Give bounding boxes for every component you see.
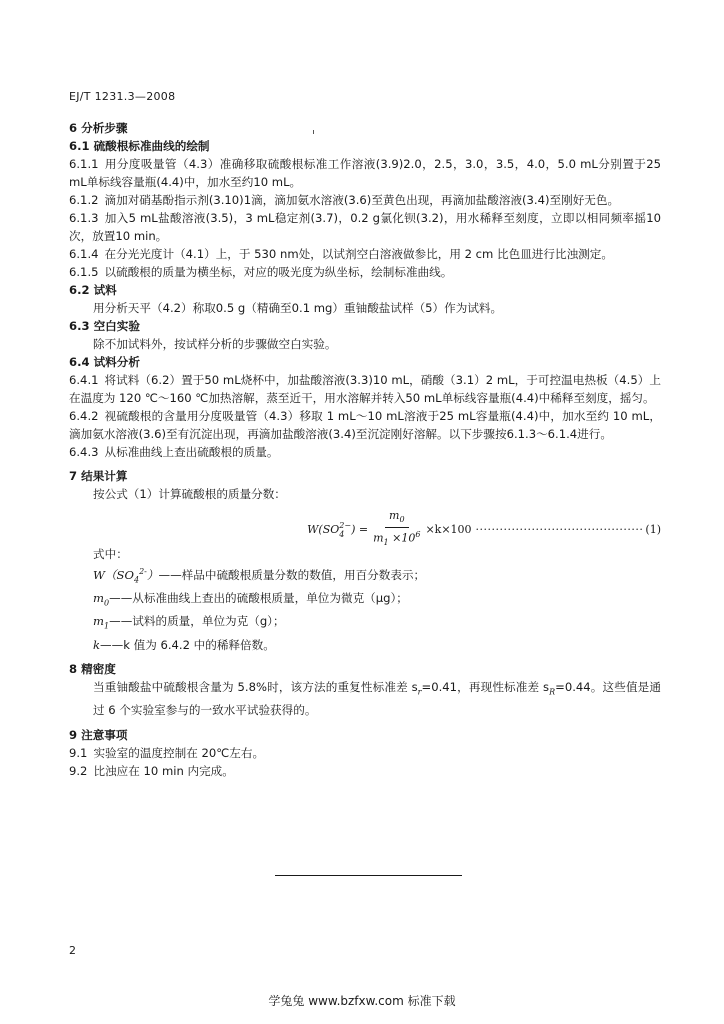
clause-text: 用分度吸量管（4.3）准确移取硫酸根标准工作溶液(3.9)2.0，2.5，3.0，3.5，4.0，5.0 mL分别置于25 mL单标线容量瓶(4.4)中，加水至约10 mL。 bbox=[69, 157, 661, 189]
clause-number: 9.2 bbox=[69, 764, 88, 779]
section-6-3-heading: 6.3 空白实验 bbox=[69, 319, 140, 333]
clause-number: 9.1 bbox=[69, 746, 88, 761]
paragraph-6-1-2 bbox=[69, 191, 661, 209]
clause-text: 视硫酸根的含量用分度吸量管（4.3）移取 1 mL～10 mL溶液于25 mL容量瓶(4.4)中，加水至约 10 mL，滴加氨水溶液(3.6)至有沉淀出现，再滴加盐酸溶液(3.4)至沉淀刚好溶解。以下步骤按6.1.3～6.1.4进行。 bbox=[69, 409, 661, 441]
definition-var: $m_0$ bbox=[93, 591, 110, 608]
definition-var: k bbox=[93, 637, 101, 652]
equation-number: (1) bbox=[645, 523, 661, 537]
definition-k bbox=[69, 636, 661, 654]
clause-text: 在分光光度计（4.1）上，于 530 nm处，以试剂空白溶液做参比，用 2 cm 比色皿进行比浊测定。 bbox=[104, 247, 613, 261]
clause-number: 6.1.2 bbox=[69, 193, 99, 207]
clause-text: 实验室的温度控制在 20℃左右。 bbox=[93, 746, 265, 761]
clause-text: 以硫酸根的质量为横坐标，对应的吸光度为纵坐标，绘制标准曲线。 bbox=[104, 265, 453, 279]
clause-number: 6.1.3 bbox=[69, 211, 99, 225]
clause-text: 比浊应在 10 min 内完成。 bbox=[93, 764, 234, 779]
formula-1 bbox=[69, 507, 661, 548]
paragraph-6-1-5 bbox=[69, 263, 661, 281]
clause-number: 6.1.5 bbox=[69, 265, 99, 279]
formula-multiplier: ×k×100 bbox=[425, 523, 472, 537]
fraction-numerator: $m_0$ bbox=[385, 509, 409, 528]
clause-text: 从标准曲线上查出硫酸根的质量。 bbox=[104, 445, 279, 459]
clause-number: 6.4.1 bbox=[69, 373, 99, 387]
paragraph-6-4-3 bbox=[69, 443, 661, 461]
formula-intro: 按公式（1）计算硫酸根的质量分数： bbox=[93, 487, 286, 501]
site-footer-watermark: 学兔兔 www.bzfxw.com 标准下载 bbox=[268, 994, 456, 1008]
section-6-heading: 6 分析步骤 bbox=[69, 121, 128, 135]
paragraph-9-1 bbox=[69, 744, 661, 762]
paragraph-6-2: 用分析天平（4.2）称取0.5 g（精确至0.1 mg）重铀酸盐试样（5）作为试料。 bbox=[93, 301, 503, 315]
definition-text: ——k 值为 6.4.2 中的稀释倍数。 bbox=[100, 637, 275, 652]
where-label: 式中： bbox=[93, 547, 128, 561]
definition-var: $m_1$ bbox=[93, 614, 110, 631]
definition-text: ——试料的质量，单位为克（g）； bbox=[109, 614, 285, 629]
clause-text: 加入5 mL盐酸溶液(3.5)，3 mL稳定剂(3.7)，0.2 g氯化钡(3.2)，用水稀释至刻度，立即以相同频率摇10次，放置10 min。 bbox=[69, 211, 661, 243]
clause-number: 6.1.1 bbox=[69, 157, 99, 171]
paragraph-6-4-1 bbox=[69, 371, 661, 407]
page-number: 2 bbox=[69, 944, 76, 957]
paragraph-6-3: 除不加试料外，按试样分析的步骤做空白实验。 bbox=[93, 337, 337, 351]
clause-number: 6.1.4 bbox=[69, 247, 99, 261]
definition-text: ——样品中硫酸根质量分数的数值，用百分数表示； bbox=[158, 567, 426, 582]
clause-text: 滴加对硝基酚指示剂(3.10)1滴，滴加氨水溶液(3.6)至黄色出现，再滴加盐酸溶液(3.4)至刚好无色。 bbox=[104, 193, 620, 207]
paragraph-6-1-3 bbox=[69, 209, 661, 245]
definition-m1 bbox=[69, 612, 661, 635]
end-rule bbox=[275, 875, 462, 876]
formula-fraction bbox=[371, 509, 422, 550]
formula-lhs: W(SO 2− 4 ) = bbox=[307, 520, 369, 539]
definition-w bbox=[69, 563, 661, 589]
section-8-heading: 8 精密度 bbox=[69, 661, 116, 676]
paragraph-9-2 bbox=[69, 762, 661, 780]
clause-text: 将试料（6.2）置于50 mL烧杯中，加盐酸溶液(3.3)10 mL，硝酸（3.1）2 mL，于可控温电热板（4.5）上在温度为 120 ℃～160 ℃加热溶解，蒸至近干，用水溶解并转入50 mL单标线容量瓶(4.4)中稀释至刻度，摇匀。 bbox=[69, 373, 661, 405]
formula-leader-dots: ·········································· bbox=[475, 523, 644, 537]
section-9-heading: 9 注意事项 bbox=[69, 728, 128, 743]
paragraph-6-4-2 bbox=[69, 407, 661, 443]
section-6-2-heading: 6.2 试料 bbox=[69, 283, 117, 297]
formula-expression bbox=[307, 509, 661, 550]
paragraph-6-1-4 bbox=[69, 245, 661, 263]
definition-m0 bbox=[69, 589, 661, 612]
definition-text: ——从标准曲线上查出的硫酸根质量，单位为微克（μg）； bbox=[109, 591, 408, 606]
section-6-4-heading: 6.4 试料分析 bbox=[69, 355, 140, 369]
document-body bbox=[69, 113, 661, 780]
section-6-1-heading: 6.1 硫酸根标准曲线的绘制 bbox=[69, 139, 210, 153]
clause-number: 6.4.3 bbox=[69, 445, 99, 459]
paragraph-6-1-1 bbox=[69, 155, 661, 191]
definition-var: $W(SO_4^{2-})$ bbox=[93, 567, 159, 585]
clause-number: 6.4.2 bbox=[69, 409, 99, 423]
fraction-denominator: $m_1 \times 10^6$ bbox=[373, 530, 421, 548]
paragraph-8: 当重铀酸盐中硫酸根含量为 5.8%时，该方法的重复性标准差 $s_r=0.41$，再现性标准差 $s_R=0.44$。这些值是通过 6 个实验室参与的一致水平试验获得的。 bbox=[93, 679, 661, 718]
standard-code-header: EJ/T 1231.3—2008 bbox=[69, 90, 176, 103]
section-7-heading: 7 结果计算 bbox=[69, 469, 128, 483]
